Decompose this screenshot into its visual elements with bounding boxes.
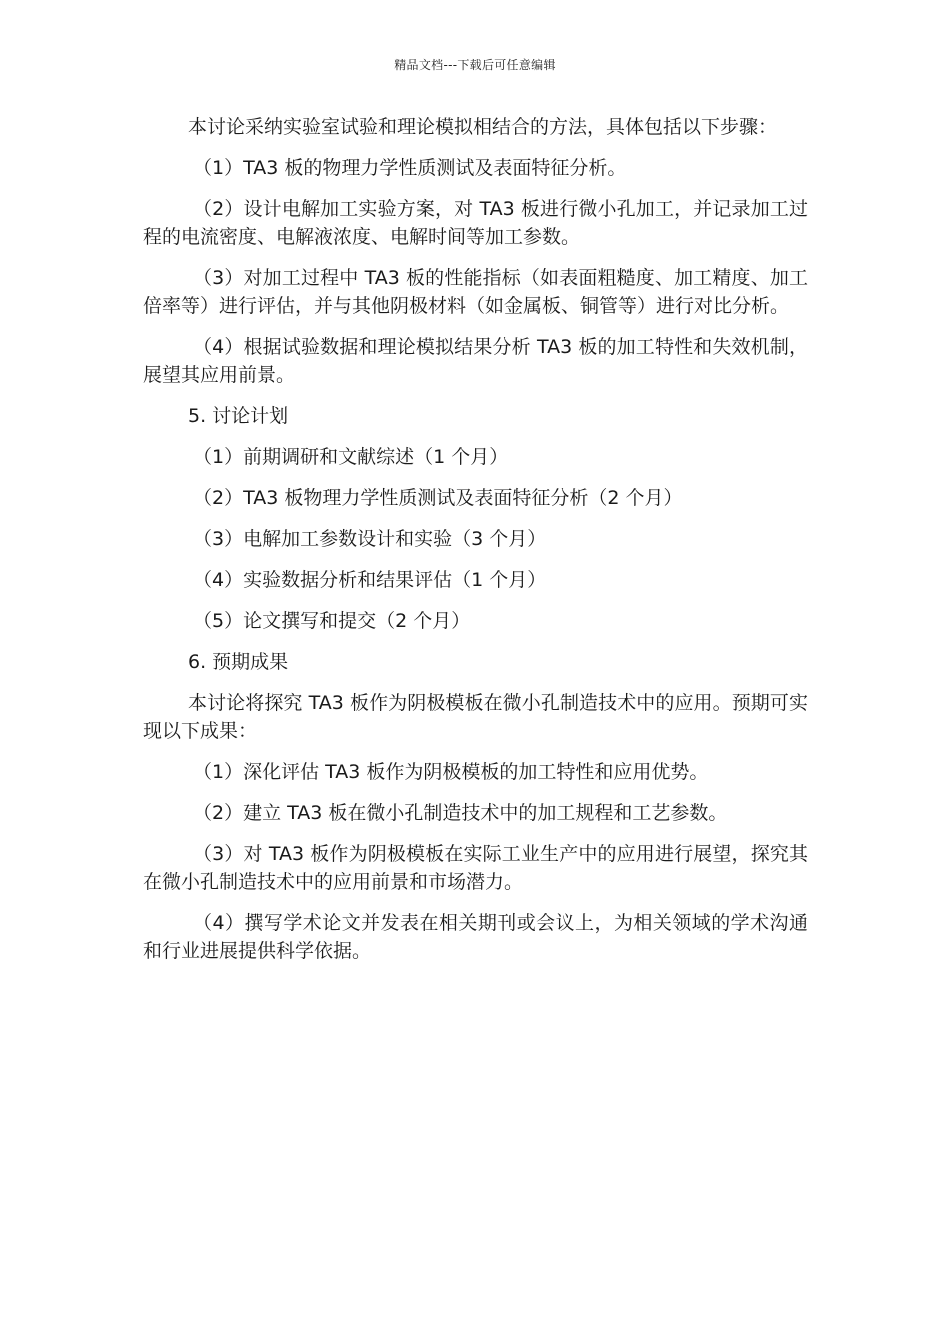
section-heading-plan: 5. 讨论计划 — [188, 405, 289, 427]
plan-item-3: （3）电解加工参数设计和实验（3 个月） — [193, 528, 547, 550]
method-step-3: （3）对加工过程中 TA3 板的性能指标（如表面粗糙度、加工精度、加工倍率等）进行评估，并与其他阴极材料（如金属板、铜管等）进行对比分析。 — [143, 267, 808, 317]
page-header: 精品文档---下载后可任意编辑 — [394, 58, 556, 72]
result-item-1: （1）深化评估 TA3 板作为阴极模板的加工特性和应用优势。 — [193, 761, 709, 783]
result-item-2: （2）建立 TA3 板在微小孔制造技术中的加工规程和工艺参数。 — [193, 802, 728, 824]
section-heading-results: 6. 预期成果 — [188, 651, 289, 673]
results-intro-paragraph: 本讨论将探究 TA3 板作为阴极模板在微小孔制造技术中的应用。预期可实现以下成果： — [143, 692, 808, 742]
method-step-4: （4）根据试验数据和理论模拟结果分析 TA3 板的加工特性和失效机制，展望其应用前景。 — [143, 336, 808, 386]
method-step-2: （2）设计电解加工实验方案，对 TA3 板进行微小孔加工，并记录加工过程的电流密度、电解液浓度、电解时间等加工参数。 — [143, 198, 808, 248]
plan-item-1: （1）前期调研和文献综述（1 个月） — [193, 446, 509, 468]
plan-item-5: （5）论文撰写和提交（2 个月） — [193, 610, 471, 632]
document-body — [143, 113, 808, 978]
methods-intro-paragraph: 本讨论采纳实验室试验和理论模拟相结合的方法，具体包括以下步骤： — [188, 116, 778, 138]
plan-item-4: （4）实验数据分析和结果评估（1 个月） — [193, 569, 547, 591]
result-item-4: （4）撰写学术论文并发表在相关期刊或会议上，为相关领域的学术沟通和行业进展提供科学依据。 — [143, 912, 808, 962]
method-step-1: （1）TA3 板的物理力学性质测试及表面特征分析。 — [193, 157, 627, 179]
result-item-3: （3）对 TA3 板作为阴极模板在实际工业生产中的应用进行展望，探究其在微小孔制造技术中的应用前景和市场潜力。 — [143, 843, 808, 893]
plan-item-2: （2）TA3 板物理力学性质测试及表面特征分析（2 个月） — [193, 487, 683, 509]
